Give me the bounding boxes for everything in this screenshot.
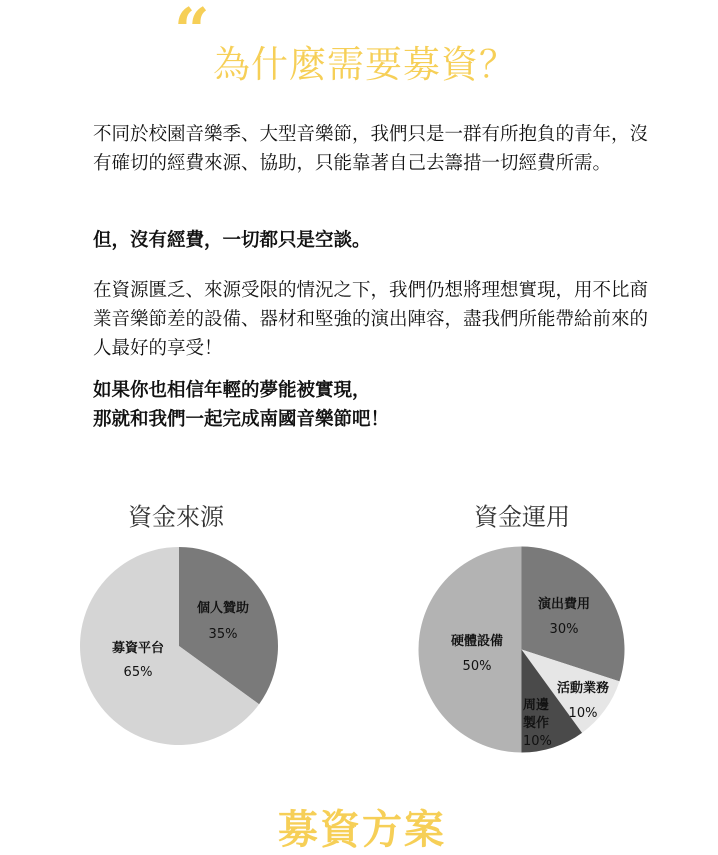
slice-value-hardware-equipment: 50% xyxy=(462,659,492,674)
call-to-action-line-1: 如果你也相信年輕的夢能被實現， xyxy=(93,380,371,401)
intro-paragraph: 不同於校園音樂季、大型音樂節，我們只是一群有所抱負的青年，沒有確切的經費來源、協助，只能靠著自己去籌措一切經費所需。 xyxy=(93,124,649,174)
slice-label-performance-fees: 演出費用 xyxy=(537,597,591,612)
slice-value-merchandise: 10% xyxy=(523,734,552,749)
slice-label-personal-sponsorship: 個人贊助 xyxy=(196,601,250,616)
funding-source-pie-chart xyxy=(79,546,279,746)
page-title: 為什麼需要募資？ xyxy=(213,43,517,86)
slice-label-hardware-equipment: 硬體設備 xyxy=(450,634,504,649)
slice-value-personal-sponsorship: 35% xyxy=(208,627,238,642)
call-to-action xyxy=(93,376,653,434)
slice-label-merchandise-line-1: 周邊 xyxy=(523,698,550,713)
slice-value-event-operations: 10% xyxy=(568,706,598,721)
pie-slice-hardware-equipment xyxy=(419,547,522,753)
funding-source-chart-title: 資金來源 xyxy=(128,503,224,531)
slice-label-event-operations: 活動業務 xyxy=(556,681,610,696)
slice-value-crowdfunding-platform: 65% xyxy=(123,665,153,680)
call-to-action-line-2: 那就和我們一起完成南國音樂節吧！ xyxy=(93,409,390,430)
emphasis-paragraph: 但，沒有經費，一切都只是空談。 xyxy=(93,230,371,251)
quote-mark-icon: “ xyxy=(174,0,210,67)
slice-label-merchandise-line-2: 製作 xyxy=(523,716,550,731)
slice-label-crowdfunding-platform: 募資平台 xyxy=(111,641,165,656)
slice-value-performance-fees: 30% xyxy=(549,622,579,637)
funding-usage-pie-chart xyxy=(418,546,625,753)
goal-paragraph: 在資源匱乏、來源受限的情況之下，我們仍想將理想實現，用不比商業音樂節差的設備、器材和堅強的演出陣容，盡我們所能帶給前來的人最好的享受！ xyxy=(93,280,649,359)
funding-usage-chart-title: 資金運用 xyxy=(474,503,570,531)
funding-plan-title: 募資方案 xyxy=(278,807,446,853)
